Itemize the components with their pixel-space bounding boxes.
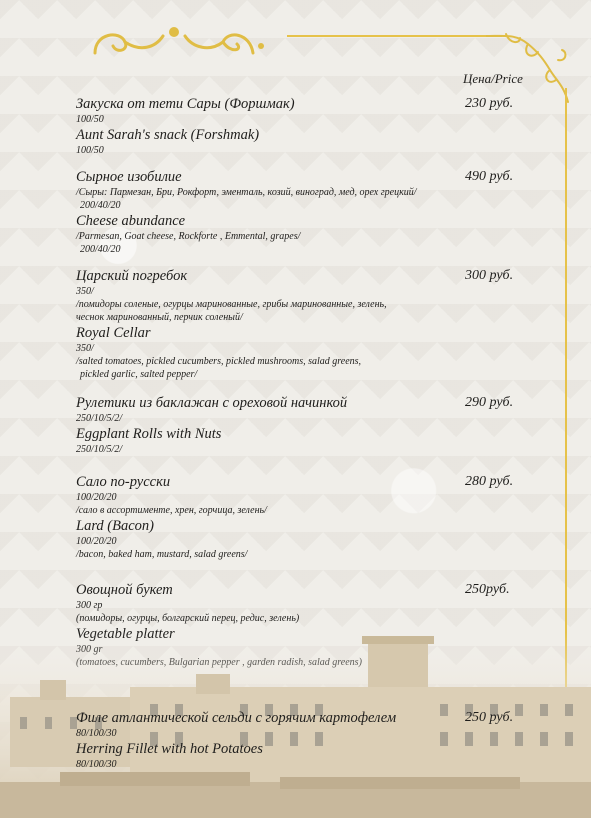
item-price: 490 руб. [465,169,514,184]
item-desc-en: /Parmesan, Goat cheese, Rockforte , Emmental, grapes/ [76,231,301,242]
item-weight-en: 200/40/20 [80,244,121,255]
item-price: 230 руб. [465,96,514,111]
item-weight-en: 80/100/30 [76,759,117,770]
menu-item-cheese [76,169,531,256]
item-name-ru: Царский погребок [76,268,188,284]
item-weight-en: 350/ [76,343,94,354]
item-weight-en: 100/20/20 [76,536,117,547]
menu-item-herring [76,710,531,771]
item-weight-ru: 250/10/5/2/ [76,413,123,424]
item-desc-ru: (помидоры, огурцы, болгарский перец, редис, зелень) [76,613,300,624]
item-weight-en: 100/50 [76,145,104,156]
item-price: 250руб. [465,582,510,597]
scroll-ornament-icon [85,18,265,66]
item-name-en: Aunt Sarah's snack (Forshmak) [76,127,260,143]
item-desc-ru: /помидоры соленые, огурцы маринованные, грибы маринованные, зелень, [76,299,387,310]
item-name-en: Cheese abundance [76,213,186,229]
price-column-header: Цена/Price [463,71,523,86]
item-name-ru: Рулетики из баклажан с ореховой начинкой [76,395,348,411]
item-name-en: Eggplant Rolls with Nuts [76,426,222,442]
item-desc-ru: /Сыры: Пармезан, Бри, Рокфорт, эменталь, козий, виноград, мед, орех грецкий/ [76,187,417,198]
menu-list [76,96,531,669]
item-weight-ru: 300 гр [76,600,103,611]
menu-list-bottom [76,710,531,771]
menu-item-eggplant [76,395,531,456]
item-name-en: Lard (Bacon) [76,518,154,534]
menu-item-royal-cellar [76,268,531,381]
item-price: 300 руб. [465,268,514,283]
item-name-en: Royal Cellar [76,325,151,341]
item-desc-en: /salted tomatoes, pickled cucumbers, pickled mushrooms, salad greens, [76,356,362,367]
menu-item-forshmak [76,96,531,157]
item-weight-ru: 200/40/20 [80,200,121,211]
gold-divider-right [565,88,567,688]
item-weight-ru: 80/100/30 [76,728,117,739]
item-weight-ru: 100/50 [76,114,104,125]
item-desc-ru: /сало в ассортименте, хрен, горчица, зелень/ [76,505,267,516]
item-name-ru: Закуска от тети Сары (Форшмак) [76,96,295,112]
item-name-ru: Овощной букет [76,582,173,598]
corner-ornament-icon [486,30,571,105]
item-name-en: Herring Fillet with hot Potatoes [76,741,263,757]
item-weight-en: 250/10/5/2/ [76,444,123,455]
item-weight-ru: 350/ [76,286,94,297]
item-weight-ru: 100/20/20 [76,492,117,503]
item-name-ru: Сырное изобилие [76,169,182,185]
item-price: 250 руб. [465,710,514,725]
gold-divider-top [287,35,502,37]
item-price: 290 руб. [465,395,514,410]
item-price: 280 руб. [465,474,514,489]
menu-item-lard [76,474,531,561]
item-desc-en: /bacon, baked ham, mustard, salad greens/ [76,549,248,560]
item-name-ru: Сало по-русски [76,474,171,490]
item-desc-ru-2: чеснок маринованный, перчик соленый/ [76,312,243,323]
item-name-ru: Филе атлантической сельди с горячим картофелем [76,710,397,726]
item-desc-en-2: pickled garlic, salted pepper/ [80,369,198,380]
